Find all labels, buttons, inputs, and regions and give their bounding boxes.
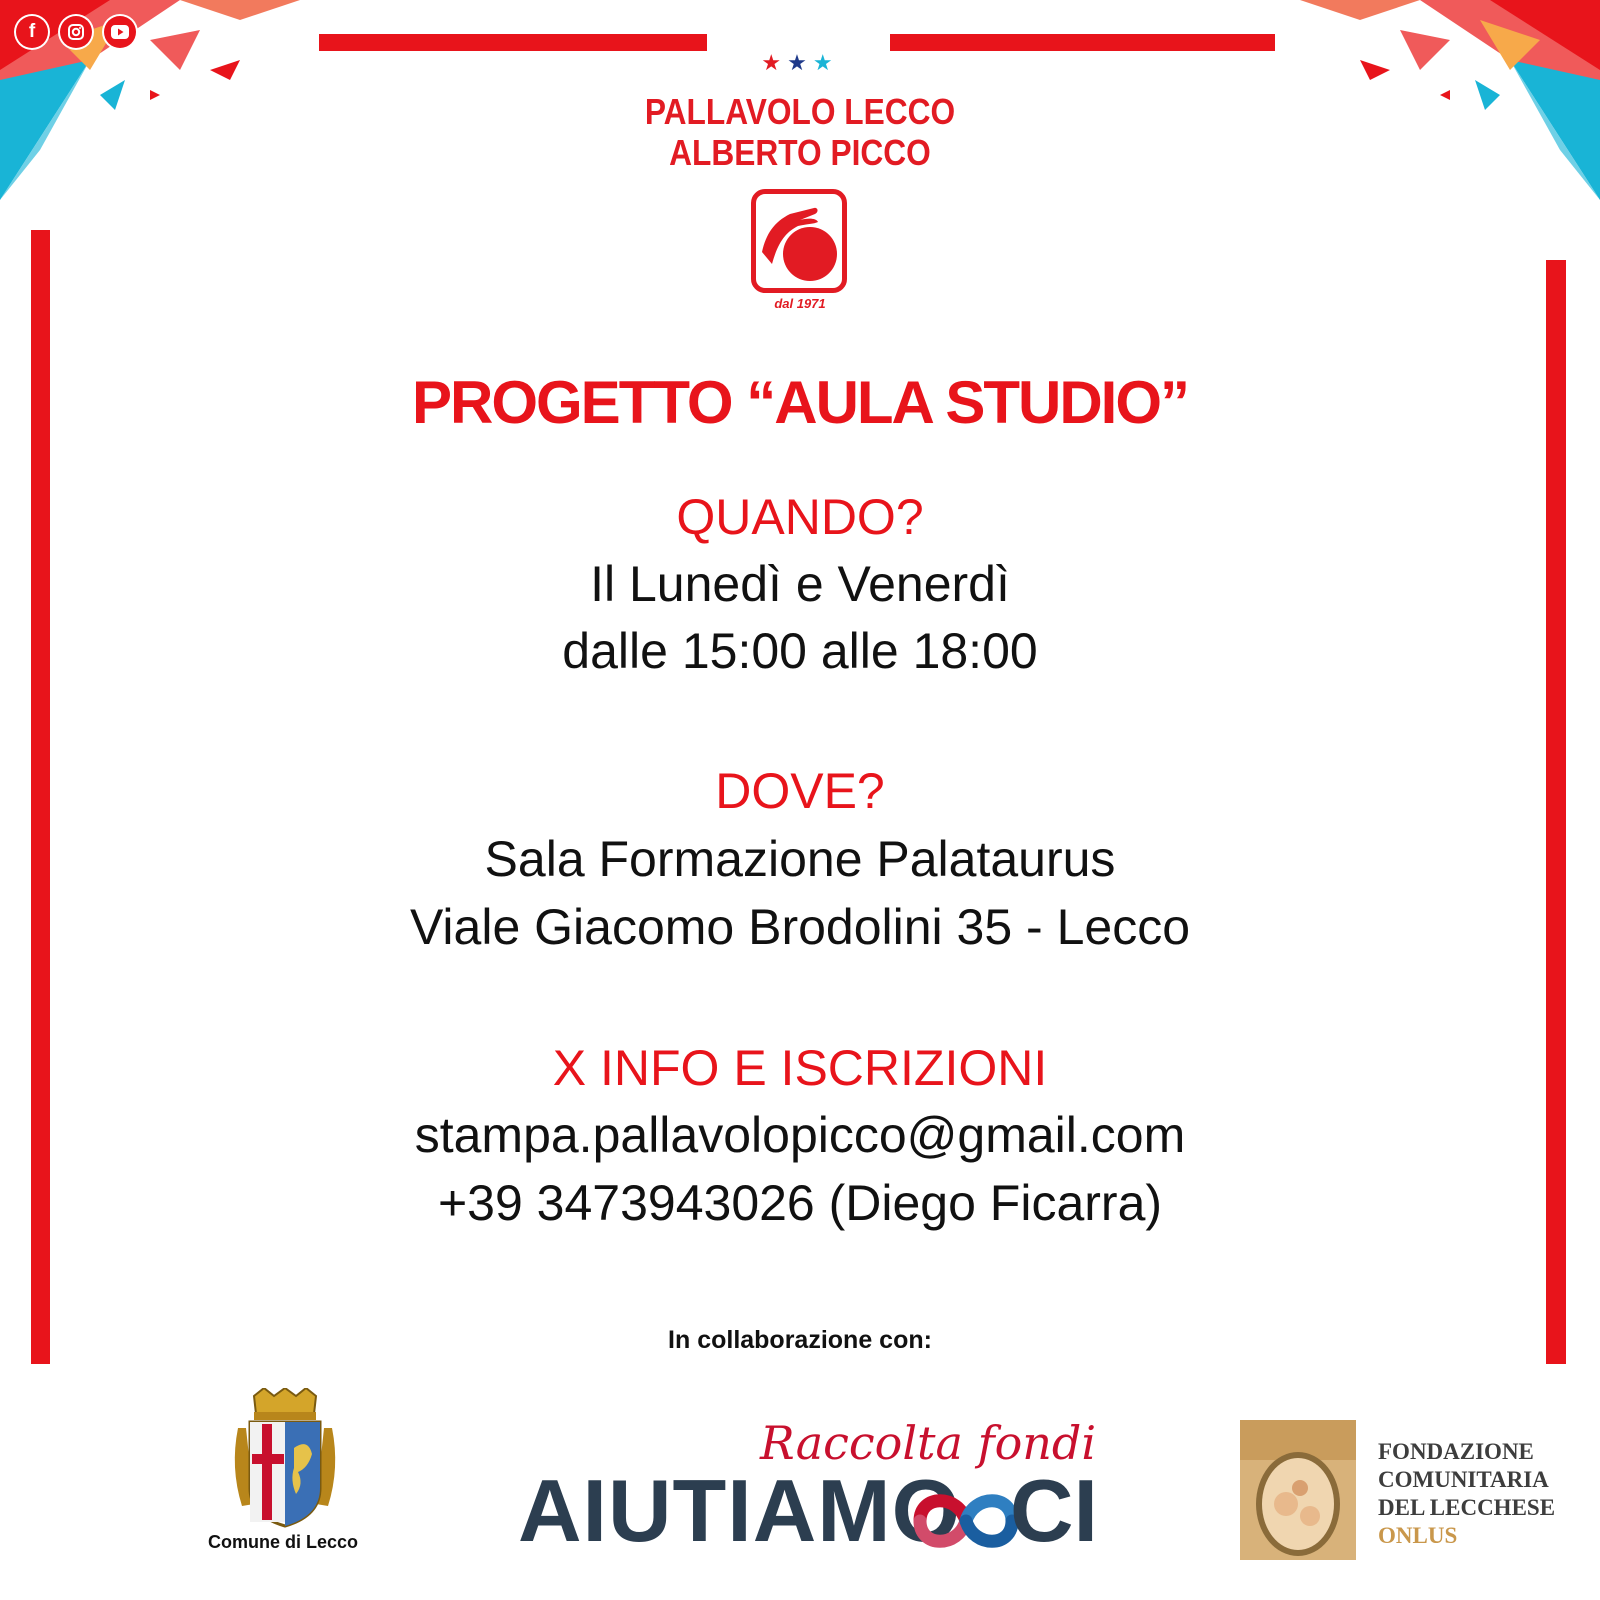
fondazione-line4: ONLUS bbox=[1378, 1523, 1458, 1548]
fondazione-line1: FONDAZIONE bbox=[1378, 1439, 1534, 1464]
aiutiamoci-logo-text: AIUTIAMO bbox=[518, 1461, 962, 1560]
info-phone[interactable]: +39 3473943026 (Diego Ficarra) bbox=[437, 1175, 1163, 1231]
social-links bbox=[16, 16, 136, 48]
comune-label: Comune di Lecco bbox=[207, 1532, 359, 1552]
info-email-link[interactable]: stampa.pallavolopicco@gmail.com bbox=[414, 1107, 1186, 1163]
club-logo bbox=[751, 189, 847, 293]
comune-lecco-crest-icon bbox=[228, 1388, 342, 1532]
facebook-icon[interactable]: f bbox=[16, 16, 48, 48]
info-heading: X INFO E ISCRIZIONI bbox=[552, 1040, 1048, 1096]
when-hours: dalle 15:00 alle 18:00 bbox=[562, 623, 1038, 679]
club-name-line1: PALLAVOLO LECCO bbox=[644, 91, 956, 132]
collaboration-label: In collaborazione con: bbox=[668, 1326, 932, 1354]
where-heading: DOVE? bbox=[715, 763, 885, 819]
raccolta-fondi-text: Raccolta fondi bbox=[760, 1416, 1097, 1470]
club-since: dal 1971 bbox=[774, 296, 826, 311]
fondazione-logo-icon bbox=[1240, 1420, 1356, 1560]
youtube-icon[interactable] bbox=[104, 16, 136, 48]
page-title: PROGETTO “AULA STUDIO” bbox=[411, 369, 1189, 436]
instagram-icon[interactable] bbox=[60, 16, 92, 48]
aiutiamoci-logo-end: CI bbox=[1010, 1461, 1098, 1560]
infinity-icon bbox=[906, 1486, 1026, 1556]
top-bar-right bbox=[890, 34, 1275, 51]
where-address: Viale Giacomo Brodolini 35 - Lecco bbox=[409, 899, 1191, 955]
club-name-line2: ALBERTO PICCO bbox=[669, 132, 931, 173]
stars-icon: ★★★ bbox=[761, 50, 839, 75]
top-bar-left bbox=[319, 34, 707, 51]
hand-ball-icon bbox=[756, 194, 842, 288]
fondazione-line2: COMUNITARIA bbox=[1378, 1467, 1549, 1492]
when-days: Il Lunedì e Venerdì bbox=[590, 556, 1010, 612]
when-heading: QUANDO? bbox=[676, 489, 924, 545]
where-venue: Sala Formazione Palataurus bbox=[484, 831, 1116, 887]
fondazione-line3: DEL LECCHESE bbox=[1378, 1495, 1556, 1520]
